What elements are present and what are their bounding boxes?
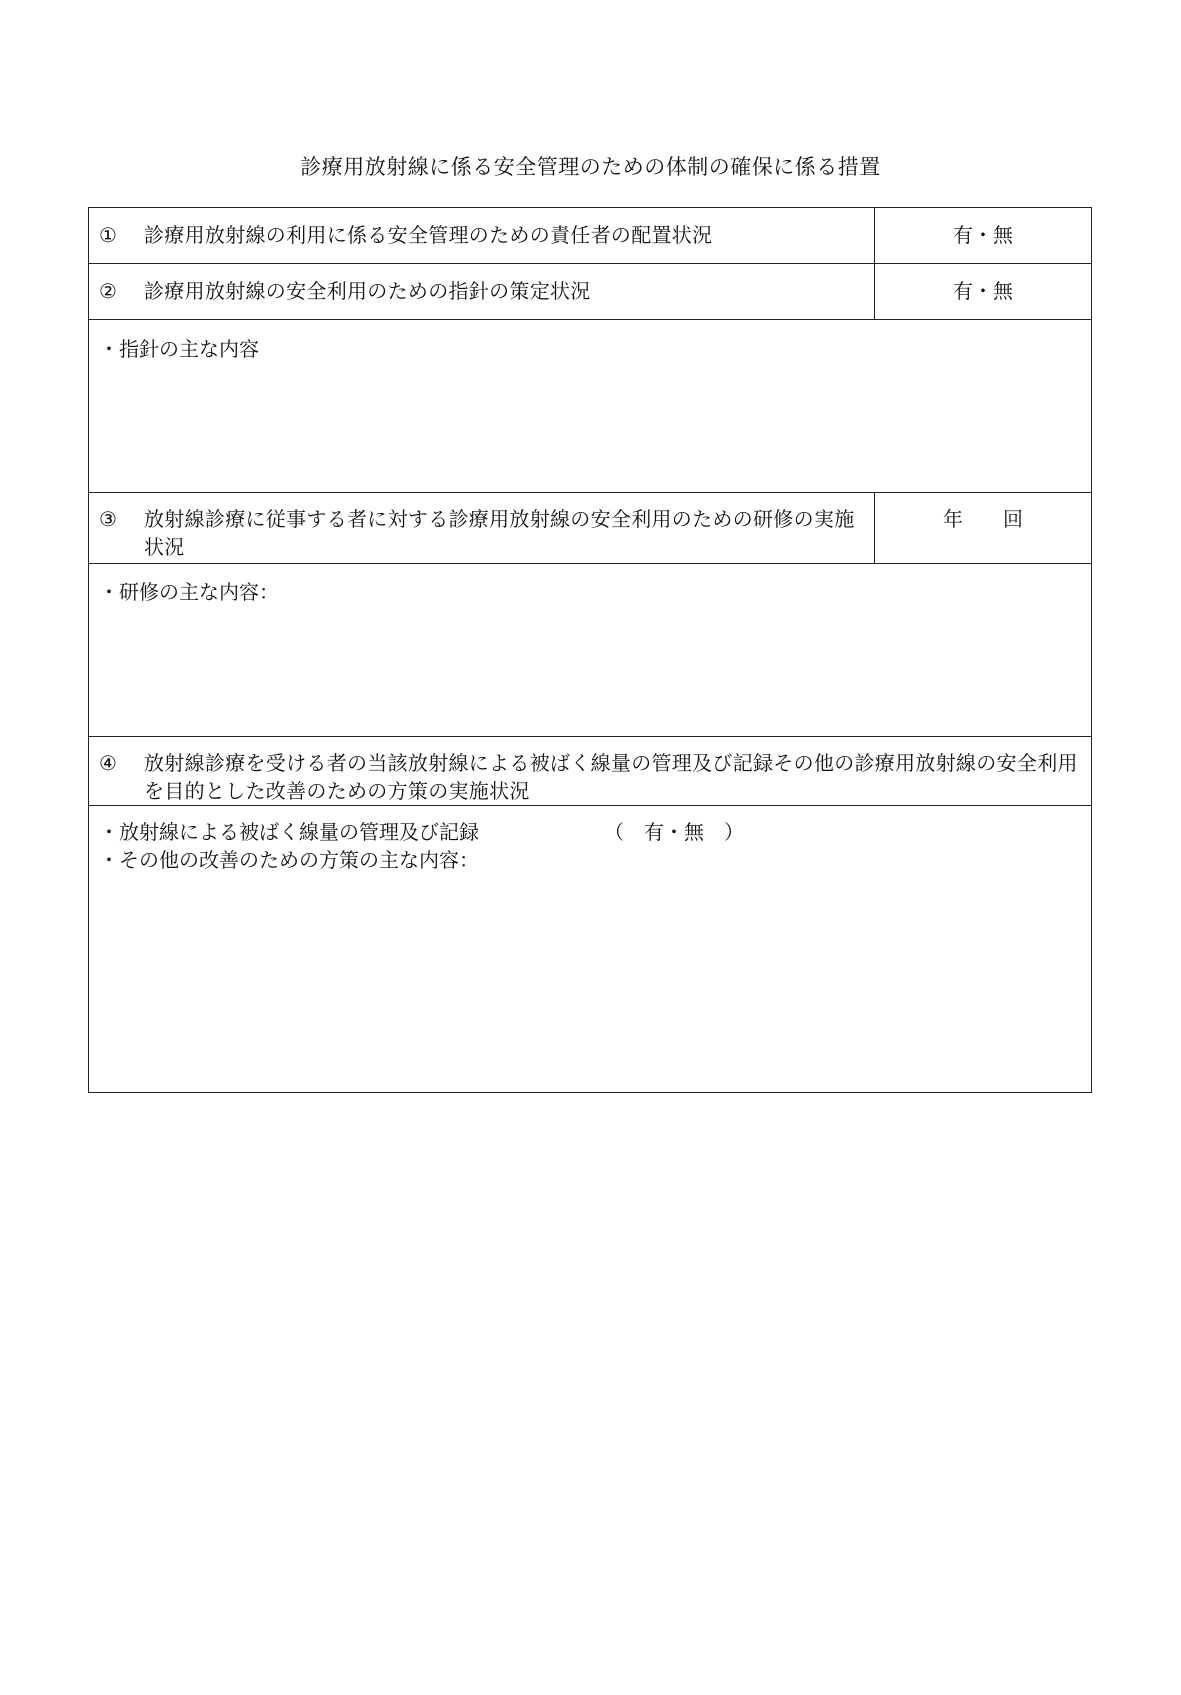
form-row-dose-management[interactable] — [89, 806, 1091, 1094]
answer-cell-3[interactable] — [875, 493, 1091, 563]
dose-record-label: ・放射線による被ばく線量の管理及び記録 — [99, 820, 479, 844]
answer-cell-2[interactable] — [875, 264, 1091, 319]
form-row-item-4 — [89, 737, 1091, 806]
form-row-item-3 — [89, 493, 1091, 564]
training-count[interactable]: 年 回 — [943, 507, 1023, 531]
question-text-2: 診療用放射線の安全利用のための指針の策定状況 — [144, 279, 591, 303]
training-contents-label: ・研修の主な内容： — [99, 580, 279, 604]
form-row-guideline-contents[interactable] — [89, 320, 1091, 493]
question-text-3: 放射線診療に従事する者に対する診療用放射線の安全利用のための研修の実施状況 — [144, 507, 855, 559]
answer-yes-no-2[interactable]: 有・無 — [953, 279, 1013, 303]
question-text-4: 放射線診療を受ける者の当該放射線による被ばく線量の管理及び記録その他の診療用放射線の安全利用を目的とした改善のための方策の実施状況 — [144, 751, 1078, 803]
item-number-4: ④ — [99, 751, 117, 775]
question-cell-1 — [89, 208, 875, 263]
guideline-contents-label: ・指針の主な内容 — [99, 337, 259, 361]
item-number-1: ① — [99, 223, 117, 247]
dose-record-yes-no[interactable]: （ 有・無 ） — [604, 820, 744, 844]
form-row-item-1 — [89, 208, 1091, 264]
question-cell-2 — [89, 264, 875, 319]
question-text-1: 診療用放射線の利用に係る安全管理のための責任者の配置状況 — [144, 223, 713, 247]
question-cell-3 — [89, 493, 875, 563]
item-number-3: ③ — [99, 507, 117, 531]
other-measures-label: ・その他の改善のための方策の主な内容： — [99, 848, 479, 872]
item-number-2: ② — [99, 279, 117, 303]
form-row-training-contents[interactable] — [89, 564, 1091, 737]
page-title: 診療用放射線に係る安全管理のための体制の確保に係る措置 — [300, 155, 881, 179]
answer-cell-1[interactable] — [875, 208, 1091, 263]
answer-yes-no-1[interactable]: 有・無 — [953, 223, 1013, 247]
measures-form — [88, 207, 1092, 1093]
form-row-item-2 — [89, 264, 1091, 320]
